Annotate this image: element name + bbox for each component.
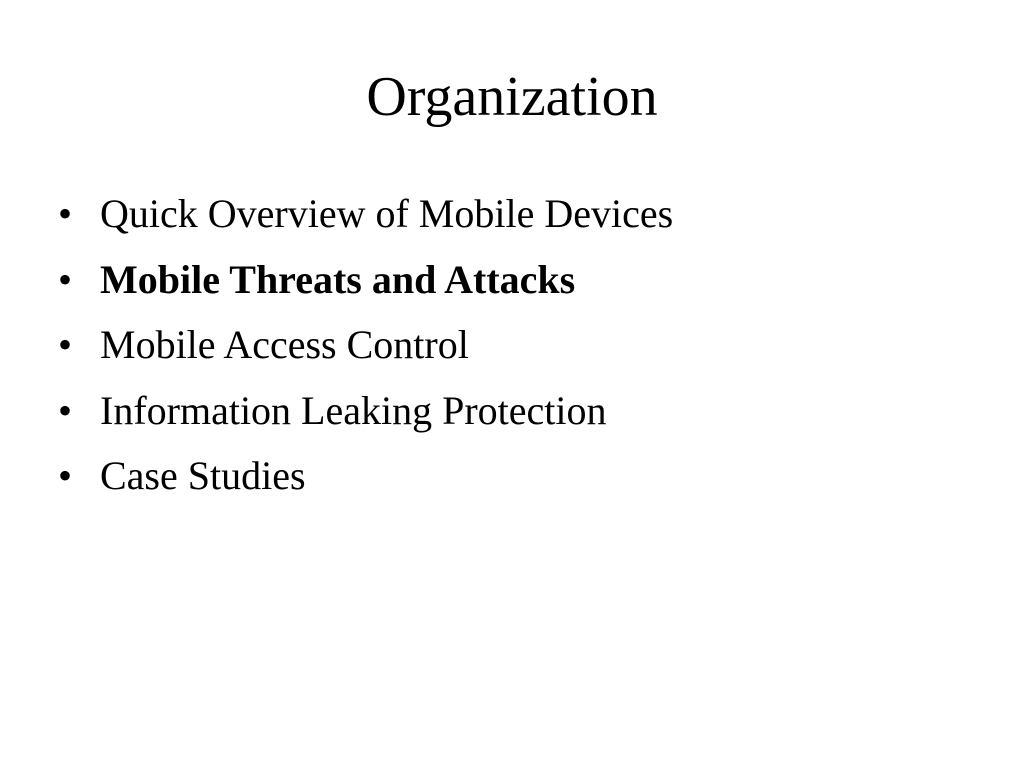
bullet-dot-icon: •: [58, 387, 73, 433]
bullet-text: Quick Overview of Mobile Devices: [100, 191, 674, 236]
bullet-text-highlighted: Mobile Threats and Attacks: [100, 256, 576, 302]
bullet-text: Information Leaking Protection: [100, 387, 607, 433]
slide-title: Organization: [366, 66, 658, 128]
bullet-text: Case Studies: [100, 453, 306, 498]
bullet-text: Mobile Access Control: [100, 322, 469, 367]
bullet-dot-icon: •: [58, 256, 73, 302]
bullet-dot-icon: •: [58, 191, 73, 236]
bullet-dot-icon: •: [58, 453, 73, 498]
bullet-dot-icon: •: [58, 322, 73, 367]
